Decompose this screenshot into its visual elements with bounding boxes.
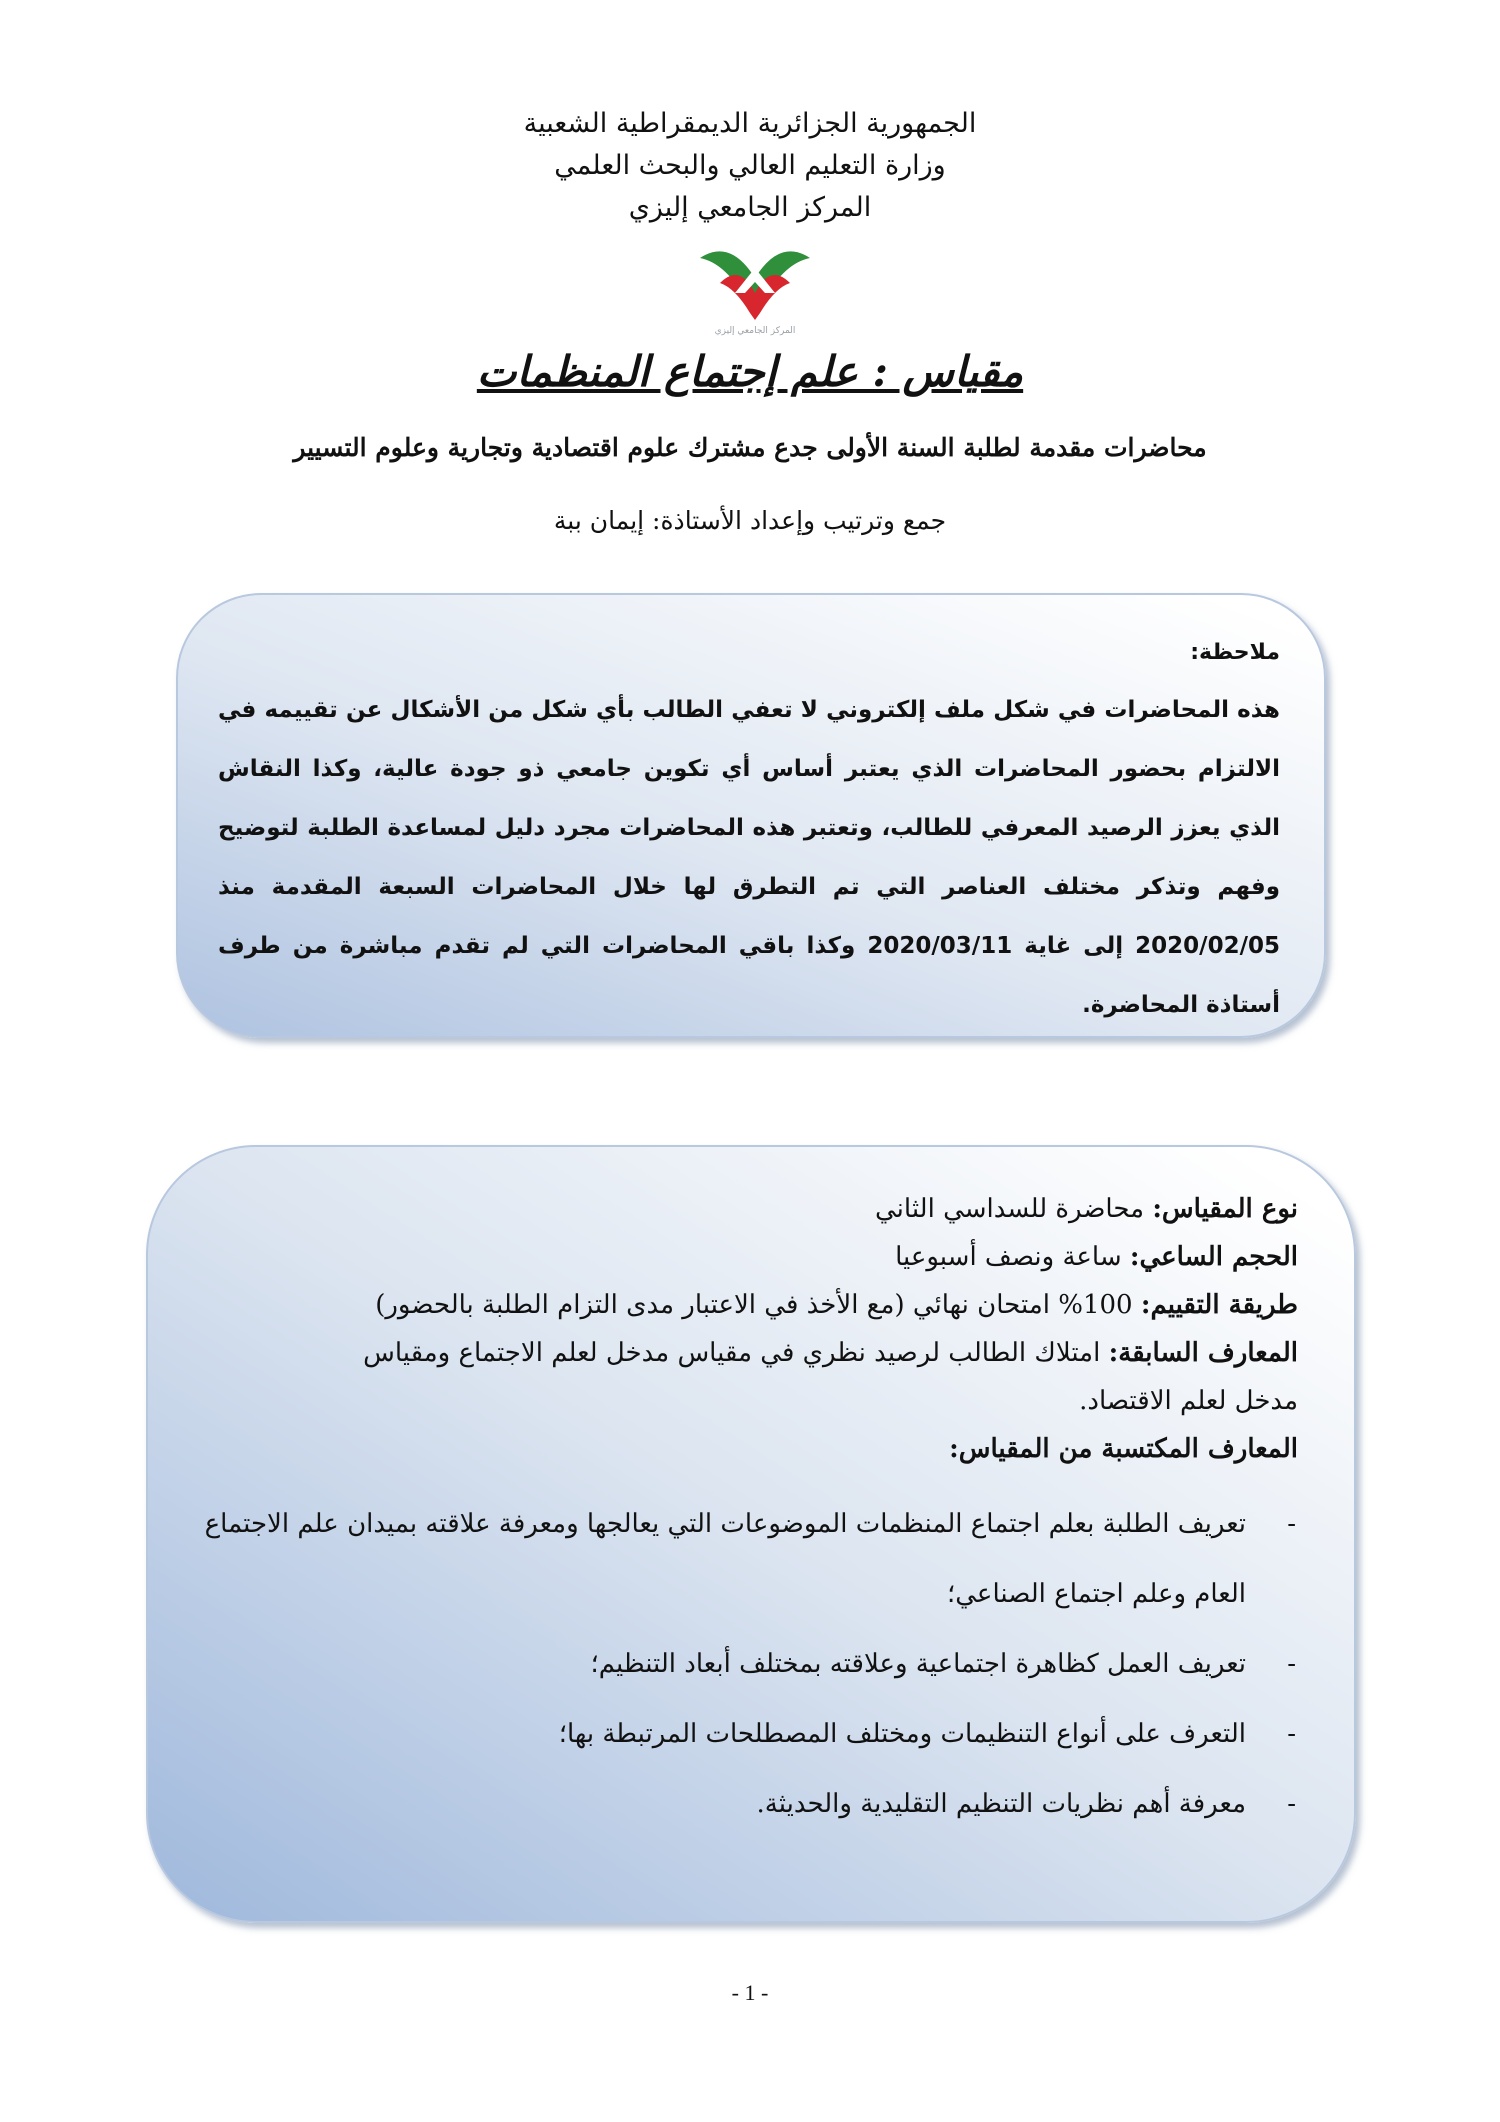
bullet-dash: -	[1287, 1649, 1296, 1679]
list-item	[204, 1769, 1298, 1839]
objective-text: تعريف الطلبة بعلم اجتماع المنظمات الموضوعات التي يعالجها ومعرفة علاقته بميدان علم الاجتماع العام وعلم اجتماع الصناعي؛	[204, 1509, 1246, 1609]
bullet-dash: -	[1287, 1719, 1296, 1749]
page-number: - 1 -	[731, 1980, 769, 2005]
note-box	[176, 593, 1326, 1038]
list-item	[204, 1699, 1298, 1769]
page-title: مقياس : علم إجتماع المنظمات	[476, 347, 1024, 396]
note-text: هذه المحاضرات في شكل ملف إلكتروني لا تعفي الطالب بأي شكل من الأشكال عن تقييمه في الالتزام بحضور المحاضرات الذي يعتبر أساس أي تكوين جامعي ذو جودة عالية، وكذا النقاش الذي يعزز الرصيد المعرفي للطالب، وتعتبر هذه المحاضرات مجرد دليل لمساعدة الطلبة لتوضيح وفهم وتذكر مختلف العناصر التي تم التطرق لها خلال المحاضرات السبعة المقدمة منذ 2020/02/05 إلى غاية 2020/03/11 وكذا باقي المحاضرات التي لم تقدم مباشرة من طرف أستاذة المحاضرة.	[218, 697, 1280, 1018]
university-logo	[690, 238, 820, 338]
bullet-dash: -	[1287, 1789, 1296, 1819]
prerequisites-value: امتلاك الطالب لرصيد نظري في مقياس مدخل لعلم الاجتماع ومقياس	[363, 1338, 1101, 1368]
evaluation-value: 100% امتحان نهائي (مع الأخذ في الاعتبار مدى التزام الطلبة بالحضور)	[375, 1290, 1133, 1320]
objective-text: معرفة أهم نظريات التنظيم التقليدية والحديثة.	[756, 1789, 1246, 1819]
list-item	[204, 1629, 1298, 1699]
objective-text: تعريف العمل كظاهرة اجتماعية وعلاقته بمختلف أبعاد التنظيم؛	[590, 1649, 1246, 1679]
objectives-list	[204, 1489, 1298, 1839]
acquired-knowledge-heading	[204, 1425, 1298, 1473]
note-label: ملاحظة:	[1190, 640, 1280, 665]
list-item	[204, 1489, 1298, 1629]
prerequisites-continuation: مدخل لعلم الاقتصاد.	[1079, 1386, 1298, 1416]
course-type-label: نوع المقياس:	[1152, 1194, 1298, 1224]
prepared-by: جمع وترتيب وإعداد الأستاذة: إيمان ببة	[553, 506, 947, 535]
acquired-knowledge-label: المعارف المكتسبة من المقياس:	[949, 1434, 1298, 1464]
evaluation-label: طريقة التقييم:	[1140, 1290, 1298, 1320]
hours-value: ساعة ونصف أسبوعيا	[895, 1242, 1122, 1272]
header-university: المركز الجامعي إليزي	[628, 192, 872, 223]
hours-label: الحجم الساعي:	[1129, 1242, 1298, 1272]
objective-text: التعرف على أنواع التنظيمات ومختلف المصطلحات المرتبطة بها؛	[558, 1719, 1246, 1749]
bullet-dash: -	[1287, 1509, 1296, 1539]
evaluation-row	[204, 1281, 1298, 1329]
course-type-row	[204, 1185, 1298, 1233]
course-type-value: محاضرة للسداسي الثاني	[874, 1194, 1145, 1224]
prerequisites-label: المعارف السابقة:	[1108, 1338, 1298, 1368]
subtitle: محاضرات مقدمة لطلبة السنة الأولى جدع مشترك علوم اقتصادية وتجارية وعلوم التسيير	[293, 433, 1207, 462]
logo-caption: المركز الجامعي إليزي	[714, 326, 796, 336]
course-info-box	[146, 1145, 1356, 1923]
header-ministry: وزارة التعليم العالي والبحث العلمي	[554, 150, 946, 181]
header-country: الجمهورية الجزائرية الديمقراطية الشعبية	[523, 108, 977, 139]
prerequisites-row	[204, 1329, 1298, 1377]
hours-row	[204, 1233, 1298, 1281]
